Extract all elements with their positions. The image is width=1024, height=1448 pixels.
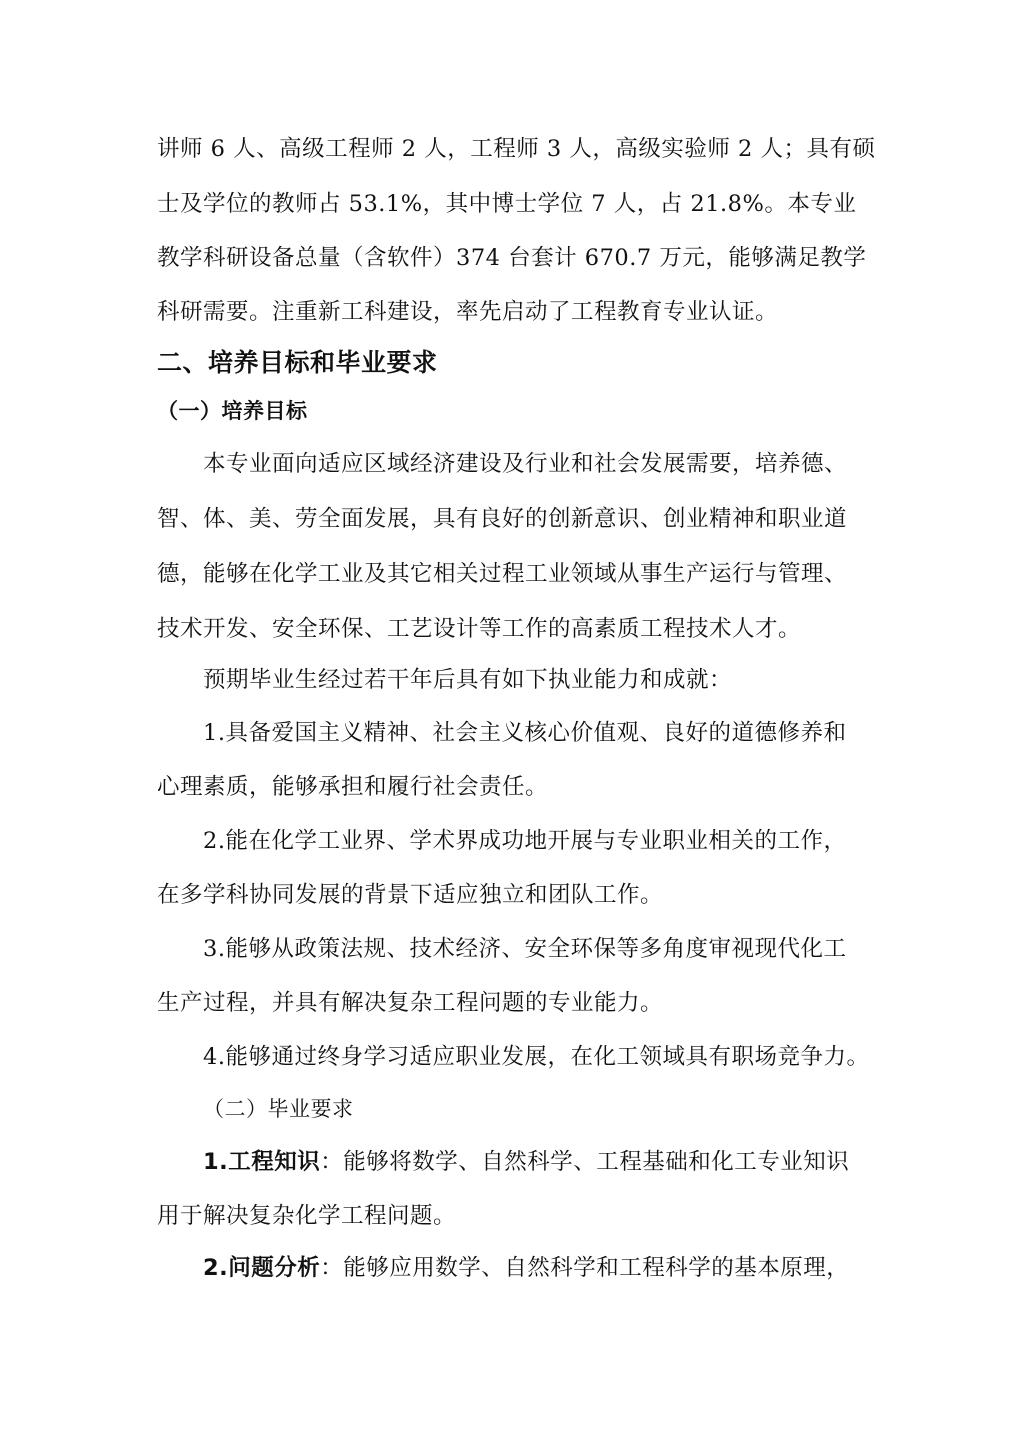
intro-line-2: 士及学位的教师占 53.1%，其中博士学位 7 人，占 21.8%。本专业 [157,191,857,217]
objective-item-3-line-2: 生产过程，并具有解决复杂工程问题的专业能力。 [157,990,664,1016]
subsection-heading-requirements: （二）毕业要求 [203,1097,354,1121]
requirement-1-lead: 1.工程知识 [203,1149,321,1175]
objective-item-2-line-2: 在多学科协同发展的背景下适应独立和团队工作。 [157,882,664,908]
objectives-para-line-3: 德，能够在化学工业及其它相关过程工业领域从事生产运行与管理、 [157,561,848,587]
subsection-heading-objectives: （一）培养目标 [157,399,308,423]
requirement-1-text: ：能够将数学、自然科学、工程基础和化工专业知识 [320,1149,850,1175]
requirement-2-line-1 [203,1253,849,1283]
section-heading: 二、培养目标和毕业要求 [157,348,438,377]
objective-item-1-line-2: 心理素质，能够承担和履行社会责任。 [157,774,549,800]
objective-item-4: 4.能够通过终身学习适应职业发展，在化工领域具有职场竞争力。 [203,1044,870,1070]
objectives-para-line-4: 技术开发、安全环保、工艺设计等工作的高素质工程技术人才。 [157,616,802,642]
requirement-2-lead: 2.问题分析 [203,1255,321,1281]
expectations-intro: 预期毕业生经过若干年后具有如下执业能力和成就： [203,667,733,693]
objective-item-1-line-1: 1.具备爱国主义精神、社会主义核心价值观、良好的道德修养和 [203,720,847,746]
requirement-1-line-2: 用于解决复杂化学工程问题。 [157,1203,457,1229]
objective-item-3-line-1: 3.能够从政策法规、技术经济、安全环保等多角度审视现代化工 [203,936,847,962]
objectives-para-line-1: 本专业面向适应区域经济建设及行业和社会发展需要，培养德、 [203,451,848,477]
intro-line-4: 科研需要。注重新工科建设，率先启动了工程教育专业认证。 [157,299,779,325]
intro-line-3: 教学科研设备总量（含软件）374 台套计 670.7 万元，能够满足教学 [157,245,867,271]
objectives-para-line-2: 智、体、美、劳全面发展，具有良好的创新意识、创业精神和职业道 [157,506,848,532]
requirement-2-text: ：能够应用数学、自然科学和工程科学的基本原理， [320,1255,850,1281]
objective-item-2-line-1: 2.能在化学工业界、学术界成功地开展与专业职业相关的工作， [203,828,847,854]
intro-line-1: 讲师 6 人、高级工程师 2 人，工程师 3 人，高级实验师 2 人；具有硕 [157,136,876,162]
requirement-1-line-1 [203,1147,849,1177]
